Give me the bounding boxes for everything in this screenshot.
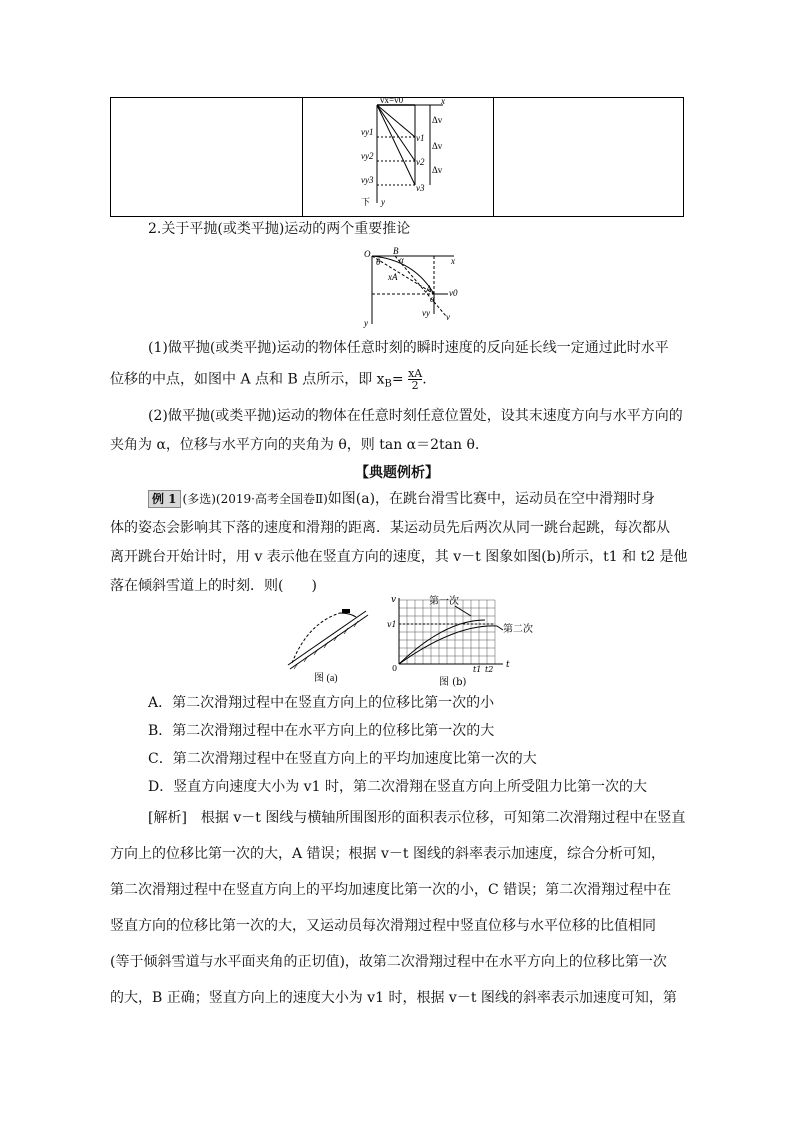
down-label: 下 [361, 197, 371, 207]
figure-a-ski-slope [278, 603, 378, 685]
example-source: (2019·高考全国卷Ⅱ) [215, 492, 328, 506]
fraction-num: xA [408, 367, 423, 380]
analysis-line-6: 的大，B 正确；竖直方向上的速度大小为 v1 时，根据 v－t 图线的斜率表示加速度可知，第 [110, 990, 677, 1006]
point-b: B [393, 246, 399, 256]
analysis-line-2: 方向上的位移比第一次的大，A 错误；根据 v－t 图线的斜率表示加速度，综合分析可知， [110, 846, 665, 862]
skier-icon [342, 609, 350, 613]
origin-o: O [364, 249, 371, 259]
x-axis-mid: x [451, 256, 455, 266]
figure-b-vt-chart [385, 594, 545, 688]
xa-label: xA [388, 272, 398, 282]
theta-label: θ [376, 257, 381, 267]
inference2-line2: 夹角为 α，位移与水平方向的夹角为 θ，则 tan α＝2tan θ. [110, 437, 480, 453]
example-line2: 体的姿态会影响其下落的速度和滑翔的距离．某运动员先后两次从同一跳台起跳，每次都从 [110, 520, 670, 536]
section2-heading: 2.关于平抛(或类平抛)运动的两个重要推论 [148, 221, 411, 237]
vx-label: vx=v0 [380, 97, 404, 105]
projectile-diagram [362, 244, 462, 328]
v-label: v [446, 312, 450, 322]
analysis-line-1: [解析] 根据 v－t 图线与横轴所围图形的面积表示位移，可知第二次滑翔过程中在竖直 [148, 810, 686, 826]
second-curve [399, 626, 497, 664]
inference1-sub: B [384, 378, 392, 390]
option-d: D．竖直方向速度大小为 v1 时，第二次滑翔在竖直方向上所受阻力比第一次的大 [148, 779, 647, 795]
alpha-top: α [399, 255, 404, 265]
vy1-label: vy1 [361, 127, 374, 137]
vy3-label: vy3 [361, 175, 374, 185]
analysis-line-3: 第二次滑翔过程中在竖直方向上的平均加速度比第一次的小，C 错误；第二次滑翔过程中在 [110, 882, 672, 898]
analysis-line-5: (等于倾斜雪道与水平面夹角的正切值)，故第二次滑翔过程中在水平方向上的位移比第一次 [110, 954, 667, 970]
option-c: C．第二次滑翔过程中在竖直方向上的平均加速度比第一次的大 [148, 751, 537, 767]
option-a: A．第二次滑翔过程中在竖直方向上的位移比第一次的小 [148, 695, 495, 711]
inference1-line1: (1)做平抛(或类平抛)运动的物体任意时刻的瞬时速度的反向延长线一定通过此时水平 [148, 340, 669, 356]
example-line3: 离开跳台开始计时，用 v 表示他在竖直方向的速度，其 v－t 图象如图(b)所示，t1 和 t2 是他 [110, 549, 688, 565]
first-legend: 第一次 [429, 596, 459, 607]
example-tag: (多选) [182, 492, 216, 506]
figure-a-caption: 图 (a) [314, 673, 338, 684]
v2-label: v2 [416, 157, 425, 167]
alpha-bottom: α [430, 294, 435, 304]
option-b: B．第二次滑翔过程中在水平方向上的位移比第一次的大 [148, 723, 495, 739]
t-axis-label: t [506, 660, 510, 670]
inference1-line2 [110, 368, 427, 396]
point-a: A [426, 284, 432, 294]
first-curve [399, 620, 485, 664]
v-axis-label: v [391, 595, 397, 605]
dv-label-2: Δv [432, 141, 443, 151]
fraction-den: 2 [411, 379, 419, 392]
dv-label-3: Δv [432, 165, 443, 175]
example-line1-rest: 如图(a)，在跳台滑雪比赛中，运动员在空中滑翔时身 [327, 491, 656, 507]
y-axis-mid: y [364, 318, 368, 328]
v0-label: v0 [449, 288, 458, 298]
dv-label-1: Δv [432, 115, 443, 125]
vy-label: vy [422, 308, 430, 318]
inference1-prefix: 位移的中点，如图中 A 点和 B 点所示，即 x [110, 371, 385, 388]
example-line1 [148, 488, 655, 510]
example-line4: 落在倾斜雪道上的时刻．则( ) [110, 578, 317, 594]
table-divider-1 [302, 98, 303, 216]
t1-tick-label: t1 [473, 665, 482, 674]
v1-tick-label: v1 [387, 620, 397, 629]
table-divider-2 [493, 98, 494, 216]
t2-tick-label: t2 [485, 665, 494, 674]
example-badge: 例 1 [148, 490, 181, 508]
y-axis-label: y [381, 197, 385, 207]
vy2-label: vy2 [361, 151, 374, 161]
second-legend: 第二次 [503, 624, 533, 635]
velocity-decomposition-diagram [355, 97, 455, 209]
origin-label: 0 [392, 664, 398, 673]
inference1-eq: = [391, 371, 404, 388]
x-axis-label: x [441, 97, 445, 106]
v1-label: v1 [416, 133, 425, 143]
analysis-line-4: 竖直方向的位移比第一次的大，又运动员每次滑翔过程中竖直位移与水平位移的比值相同 [110, 918, 656, 934]
figure-b-caption: 图 (b) [439, 677, 467, 688]
inference2-line1: (2)做平抛(或类平抛)运动的物体在任意时刻任意位置处，设其末速度方向与水平方向的 [148, 408, 683, 424]
example-heading: 【典题例析】 [355, 465, 439, 481]
inference1-end: . [422, 371, 427, 388]
v3-label: v3 [416, 183, 425, 193]
fraction [408, 368, 422, 391]
